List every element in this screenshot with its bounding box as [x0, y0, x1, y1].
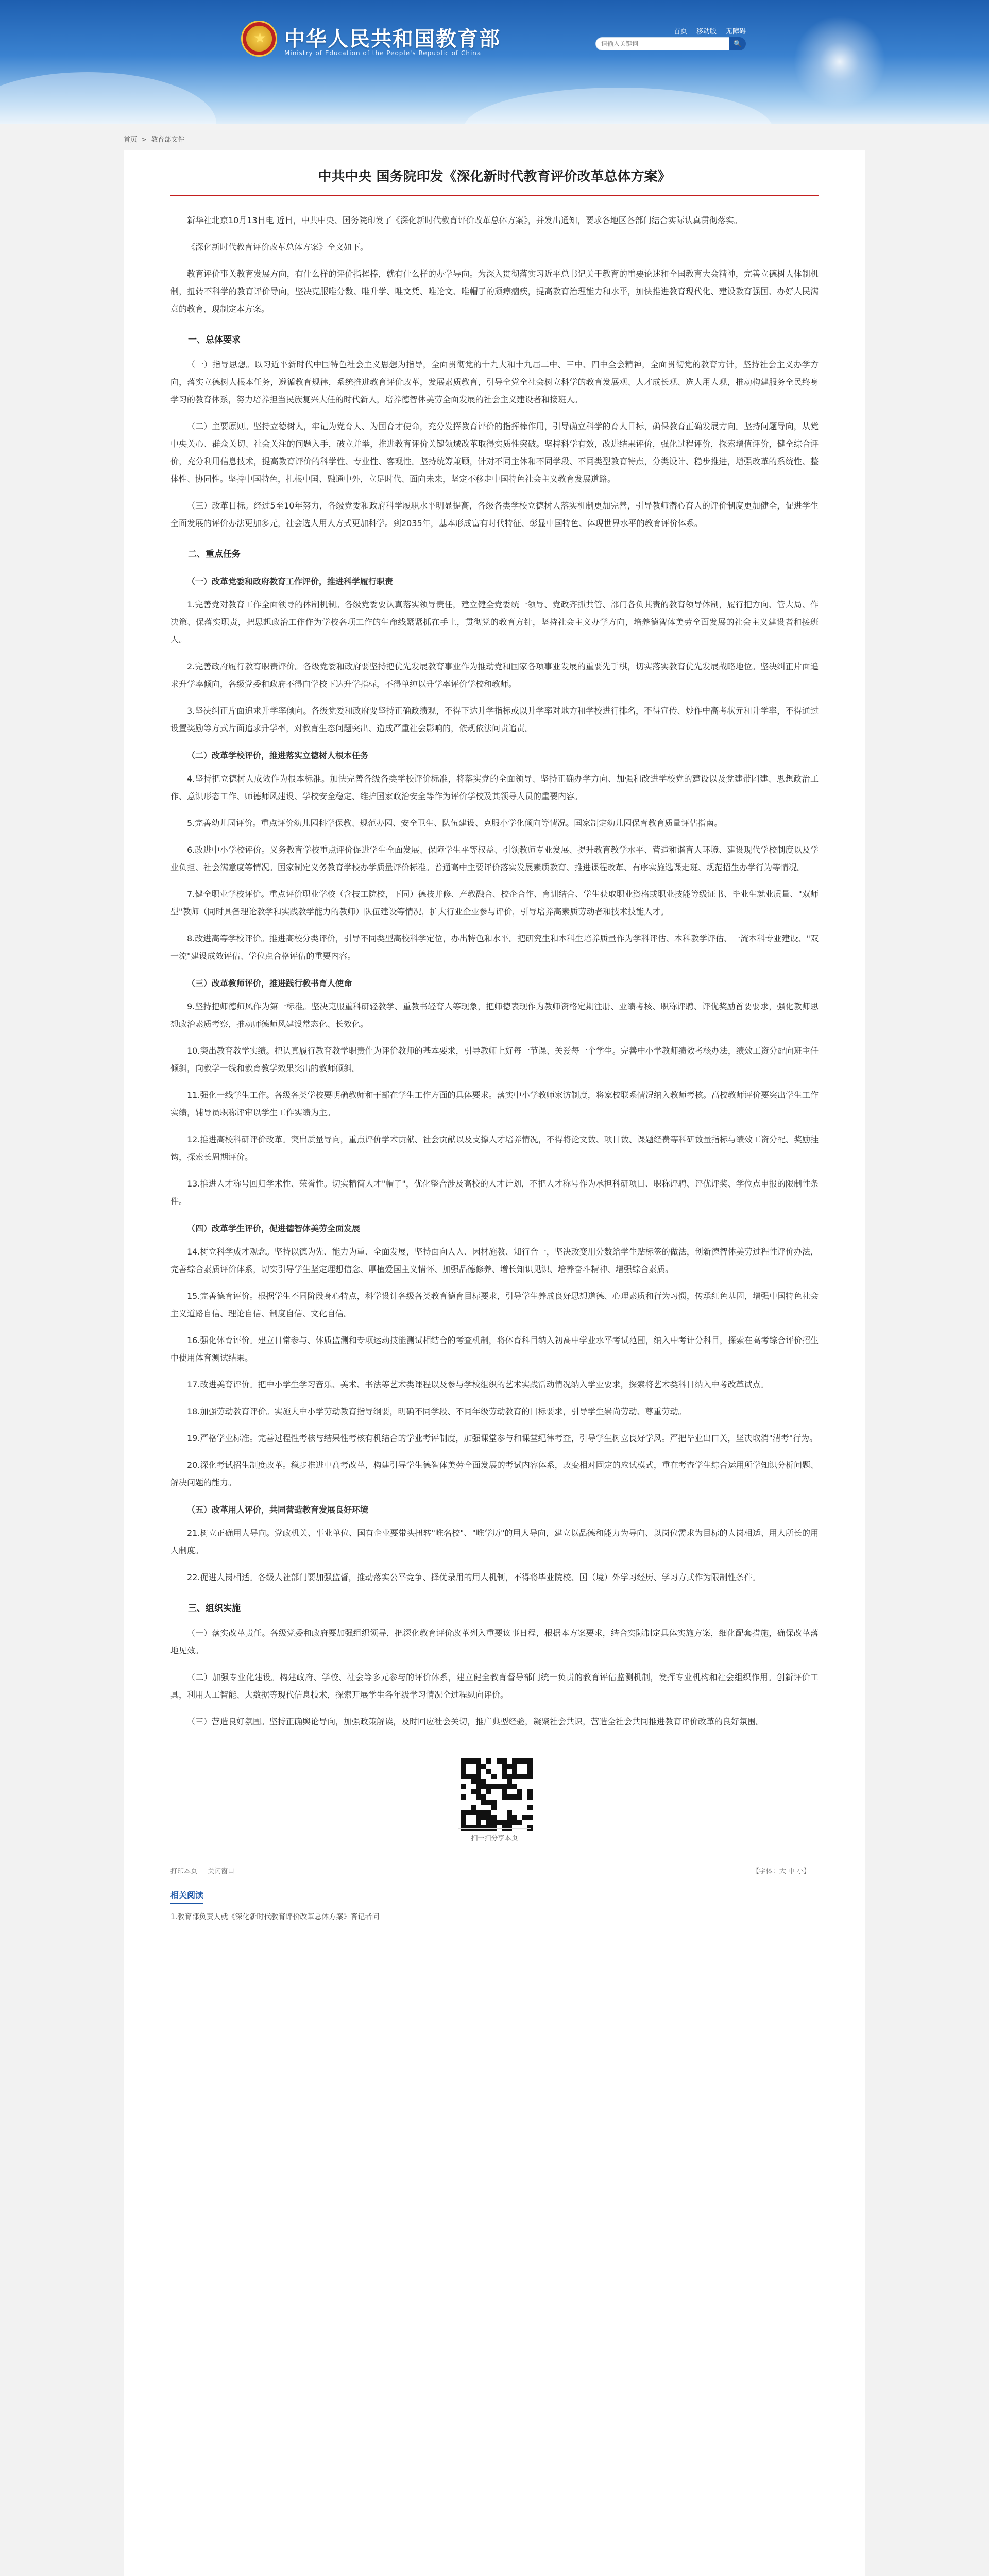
- article-paragraph: 22.促进人岗相适。各级人社部门要加强监督，推动落实公平竞争、择优录用的用人机制，不得将毕业院校、国（境）外学习经历、学习方式作为限制性条件。: [187, 1572, 761, 1582]
- cloud-decoration: [0, 72, 216, 124]
- qr-cell: [497, 1820, 502, 1825]
- qr-cell: [527, 1774, 533, 1779]
- qr-cell: [507, 1774, 512, 1779]
- qr-cell: [486, 1815, 491, 1820]
- qr-cell: [466, 1825, 471, 1831]
- article-paragraph: 5.完善幼儿园评价。重点评价幼儿园科学保教、规范办园、安全卫生、队伍建设、克服小学化倾向等情况。国家制定幼儿园保育教育质量评估指南。: [187, 818, 723, 828]
- article-paragraph: （二）主要原则。坚持立德树人，牢记为党育人、为国育才使命，充分发挥教育评价的指挥棒作用，引导确立科学的育人目标，确保教育正确发展方向。坚持问题导向，从党中央关心、群众关切、社会关注的问题入手，破立并举，推进教育评价关键领域改革取得实质性突破。坚持科学有效，改进结果评价，强化过程评价，探索增值评价，健全综合评价，充分利用信息技术，提高教育评价的科学性、专业性、客观性。坚持统筹兼顾，针对不同主体和不同学段、不同类型教育特点，分类设计、稳步推进，增强改革的系统性、整体性、协同性。坚持中国特色，扎根中国、融通中外，立足时代、面向未来，坚定不移走中国特色社会主义教育发展道路。: [170, 421, 819, 484]
- article-paragraph: 2.完善政府履行教育职责评价。各级党委和政府要坚持把优先发展教育事业作为推动党和国家各项事业发展的重要先手棋，切实落实教育优先发展战略地位。坚决纠正片面追求升学率倾向，各级党委和政府不得向学校下达升学指标，不得单纯以升学率评价学校和教师。: [170, 662, 819, 689]
- qr-cell: [491, 1815, 497, 1820]
- article-paragraph: 21.树立正确用人导向。党政机关、事业单位、国有企业要带头扭转"唯名校"、"唯学历"的用人导向，建立以品德和能力为导向、以岗位需求为目标的人岗相适、用人所长的用人制度。: [170, 1528, 819, 1555]
- top-link-accessibility[interactable]: 无障碍: [725, 28, 746, 36]
- dandelion-decoration: [793, 15, 886, 108]
- qr-cell: [481, 1789, 486, 1794]
- qr-cell: [476, 1774, 481, 1779]
- section-subheading: （二）改革学校评价，推进落实立德树人根本任务: [187, 751, 369, 760]
- article-paragraph: 17.改进美育评价。把中小学生学习音乐、美术、书法等艺术类课程以及参与学校组织的艺术实践活动情况纳入学业要求，探索将艺术类科目纳入中考改革试点。: [187, 1380, 769, 1389]
- article-paragraph: （三）营造良好氛围。坚持正确舆论导向，加强政策解读，及时回应社会关切，推广典型经验，凝聚社会共识，营造全社会共同推进教育评价改革的良好氛围。: [187, 1717, 764, 1726]
- article-tools: [170, 1858, 819, 1875]
- qr-cell: [481, 1825, 486, 1831]
- qr-cell: [527, 1825, 533, 1831]
- qr-cell: [527, 1810, 533, 1815]
- qr-cell: [471, 1794, 476, 1800]
- qr-cell: [461, 1758, 466, 1764]
- qr-cell: [522, 1825, 527, 1831]
- site-title[interactable]: 中华人民共和国教育部: [284, 27, 501, 51]
- qr-cell: [481, 1764, 486, 1769]
- qr-cell: [491, 1764, 497, 1769]
- qr-cell: [497, 1784, 502, 1789]
- qr-cell: [471, 1758, 476, 1764]
- qr-cell: [527, 1789, 533, 1794]
- qr-cell: [466, 1805, 471, 1810]
- qr-cell: [461, 1805, 466, 1810]
- article-paragraph: 9.坚持把师德师风作为第一标准。坚决克服重科研轻教学、重教书轻育人等现象，把师德表现作为教师资格定期注册、业绩考核、职称评聘、评优奖励首要要求，强化教师思想政治素质考察，推动师德师风建设常态化、长效化。: [170, 1002, 819, 1029]
- qr-cell: [517, 1789, 522, 1794]
- qr-cell: [486, 1779, 491, 1784]
- qr-cell: [466, 1789, 471, 1794]
- qr-cell: [486, 1764, 491, 1769]
- qr-cell: [471, 1764, 476, 1769]
- qr-cell: [502, 1815, 507, 1820]
- qr-cell: [491, 1825, 497, 1831]
- qr-cell: [466, 1820, 471, 1825]
- qr-cell: [502, 1789, 507, 1794]
- qr-cell: [507, 1769, 512, 1774]
- qr-cell: [507, 1758, 512, 1764]
- qr-cell: [466, 1800, 471, 1805]
- qr-cell: [486, 1774, 491, 1779]
- qr-cell: [522, 1805, 527, 1810]
- qr-cell: [481, 1810, 486, 1815]
- qr-cell: [517, 1764, 522, 1769]
- qr-cell: [527, 1815, 533, 1820]
- qr-cell: [491, 1769, 497, 1774]
- article-paragraph: 3.坚决纠正片面追求升学率倾向。各级党委和政府要坚持正确政绩观，不得下达升学指标或以升学率对地方和学校进行排名，不得宣传、炒作中高考状元和升学率，不得通过设置奖励等方式片面追求升学率，对教育生态问题突出、造成严重社会影响的，依规依法问责追责。: [170, 706, 819, 733]
- section-subheading: （五）改革用人评价，共同营造教育发展良好环境: [187, 1505, 369, 1515]
- qr-cell: [507, 1820, 512, 1825]
- qr-cell: [486, 1789, 491, 1794]
- qr-cell: [502, 1758, 507, 1764]
- qr-cell: [507, 1805, 512, 1810]
- qr-cell: [476, 1810, 481, 1815]
- qr-cell: [491, 1805, 497, 1810]
- qr-cell: [466, 1769, 471, 1774]
- qr-cell: [486, 1825, 491, 1831]
- qr-cell: [497, 1800, 502, 1805]
- qr-cell: [486, 1794, 491, 1800]
- qr-cell: [497, 1805, 502, 1810]
- qr-cell: [476, 1789, 481, 1794]
- qr-cell: [497, 1769, 502, 1774]
- qr-cell: [522, 1779, 527, 1784]
- qr-cell: [502, 1794, 507, 1800]
- article-paragraph: （一）落实改革责任。各级党委和政府要加强组织领导，把深化教育评价改革列入重要议事日程，根据本方案要求，结合实际制定具体实施方案，细化配套措施，确保改革落地见效。: [170, 1628, 819, 1655]
- qr-cell: [476, 1764, 481, 1769]
- qr-cell: [502, 1764, 507, 1769]
- qr-cell: [512, 1779, 517, 1784]
- qr-cell: [517, 1784, 522, 1789]
- article-paragraph: 13.推进人才称号回归学术性、荣誉性。切实精简人才"帽子"，优化整合涉及高校的人才计划，不把人才称号作为承担科研项目、职称评聘、评优评奖、学位点申报的限制性条件。: [170, 1179, 819, 1206]
- qr-cell: [486, 1758, 491, 1764]
- article-paragraph: 15.完善德育评价。根据学生不同阶段身心特点，科学设计各级各类教育德育目标要求，引导学生养成良好思想道德、心理素质和行为习惯，传承红色基因，增强中国特色社会主义道路自信、理论自信、制度自信、文化自信。: [170, 1291, 819, 1318]
- section-subheading: （一）改革党委和政府教育工作评价，推进科学履行职责: [187, 577, 394, 586]
- qr-cell: [461, 1764, 466, 1769]
- qr-cell: [512, 1764, 517, 1769]
- qr-cell: [461, 1794, 466, 1800]
- qr-cell: [486, 1800, 491, 1805]
- qr-cell: [502, 1825, 507, 1831]
- article-paragraph: 14.树立科学成才观念。坚持以德为先、能力为重、全面发展，坚持面向人人、因材施教、知行合一，坚决改变用分数给学生贴标签的做法，创新德智体美劳过程性评价办法，完善综合素质评价体系，切实引导学生坚定理想信念、厚植爱国主义情怀、加强品德修养、增长知识见识、培养奋斗精神、增强综合素质。: [170, 1247, 819, 1274]
- qr-cell: [466, 1794, 471, 1800]
- related-title: 相关阅读: [170, 1889, 203, 1904]
- title-divider: [170, 195, 819, 196]
- qr-cell: [461, 1769, 466, 1774]
- qr-code: [458, 1756, 531, 1828]
- qr-cell: [507, 1784, 512, 1789]
- qr-cell: [486, 1805, 491, 1810]
- article-paragraph: 10.突出教育教学实绩。把认真履行教育教学职责作为评价教师的基本要求，引导教师上好每一节课、关爱每一个学生。完善中小学教师绩效考核办法，绩效工资分配向班主任倾斜，向教学一线和教育教学效果突出的教师倾斜。: [170, 1046, 819, 1073]
- section-heading: 三、组织实施: [188, 1603, 241, 1614]
- qr-cell: [471, 1769, 476, 1774]
- qr-cell: [517, 1779, 522, 1784]
- qr-cell: [491, 1794, 497, 1800]
- section-heading: 二、重点任务: [188, 549, 241, 560]
- qr-cell: [466, 1774, 471, 1779]
- article-paragraph: （三）改革目标。经过5至10年努力，各级党委和政府科学履职水平明显提高，各级各类学校立德树人落实机制更加完善，引导教师潜心育人的评价制度更加健全，促进学生全面发展的评价办法更加多元，社会选人用人方式更加科学。到2035年，基本形成富有时代特征、彰显中国特色、体现世界水平的教育评价体系。: [170, 501, 819, 528]
- qr-cell: [522, 1794, 527, 1800]
- qr-cell: [486, 1820, 491, 1825]
- qr-cell: [507, 1810, 512, 1815]
- qr-cell: [481, 1779, 486, 1784]
- article-paragraph: 新华社北京10月13日电 近日，中共中央、国务院印发了《深化新时代教育评价改革总体方案》，并发出通知，要求各地区各部门结合实际认真贯彻落实。: [187, 215, 742, 225]
- qr-cell: [461, 1774, 466, 1779]
- site-header: [0, 0, 989, 124]
- close-window-button[interactable]: 关闭窗口: [208, 1868, 235, 1875]
- qr-cell: [517, 1774, 522, 1779]
- qr-cell: [466, 1784, 471, 1789]
- national-emblem-icon[interactable]: [241, 21, 277, 57]
- breadcrumb: [124, 124, 865, 150]
- qr-cell: [512, 1794, 517, 1800]
- article-paragraph: 7.健全职业学校评价。重点评价职业学校（含技工院校，下同）德技并修、产教融合、校企合作、育训结合、学生获取职业资格或职业技能等级证书、毕业生就业质量、"双师型"教师（同时具备理论教学和实践教学能力的教师）队伍建设等情况，扩大行业企业参与评价，引导培养高素质劳动者和技术技能人才。: [170, 889, 819, 917]
- qr-cell: [497, 1810, 502, 1815]
- qr-cell: [491, 1789, 497, 1794]
- qr-cell: [476, 1769, 481, 1774]
- qr-cell: [512, 1820, 517, 1825]
- qr-cell: [517, 1794, 522, 1800]
- qr-cell: [491, 1774, 497, 1779]
- article-paragraph: 《深化新时代教育评价改革总体方案》全文如下。: [187, 242, 369, 252]
- qr-cell: [502, 1805, 507, 1810]
- qr-cell: [466, 1810, 471, 1815]
- qr-cell: [461, 1810, 466, 1815]
- qr-cell: [527, 1820, 533, 1825]
- qr-cell: [466, 1815, 471, 1820]
- qr-cell: [512, 1789, 517, 1794]
- top-link-mobile[interactable]: 移动版: [696, 28, 717, 36]
- qr-cell: [481, 1800, 486, 1805]
- qr-cell: [527, 1779, 533, 1784]
- related-reading: [170, 1889, 819, 1924]
- qr-cell: [481, 1820, 486, 1825]
- article-paragraph: 教育评价事关教育发展方向，有什么样的评价指挥棒，就有什么样的办学导向。为深入贯彻落实习近平总书记关于教育的重要论述和全国教育大会精神，完善立德树人体制机制，扭转不科学的教育评价导向，坚决克服唯分数、唯升学、唯文凭、唯论文、唯帽子的顽瘴痼疾，提高教育治理能力和水平，加快推进教育现代化、建设教育强国、办好人民满意的教育，现制定本方案。: [170, 269, 819, 314]
- qr-cell: [502, 1774, 507, 1779]
- qr-cell: [471, 1800, 476, 1805]
- qr-caption: 扫一扫分享本页: [471, 1835, 518, 1842]
- qr-cell: [507, 1815, 512, 1820]
- qr-cell: [481, 1815, 486, 1820]
- search-box: [595, 37, 746, 50]
- qr-cell: [522, 1758, 527, 1764]
- breadcrumb-home[interactable]: 首页: [124, 136, 138, 144]
- qr-cell: [522, 1764, 527, 1769]
- article-paragraph: 8.改进高等学校评价。推进高校分类评价，引导不同类型高校科学定位，办出特色和水平。把研究生和本科生培养质量作为学科评估、本科教学评估、一流本科专业建设、"双一流"建设成效评估、学位点合格评估的重要内容。: [170, 934, 819, 961]
- qr-cell: [491, 1779, 497, 1784]
- qr-cell: [466, 1764, 471, 1769]
- qr-cell: [497, 1774, 502, 1779]
- qr-cell: [461, 1784, 466, 1789]
- qr-cell: [486, 1784, 491, 1789]
- qr-cell: [522, 1810, 527, 1815]
- qr-cell: [461, 1825, 466, 1831]
- qr-cell: [481, 1774, 486, 1779]
- section-subheading: （四）改革学生评价，促进德智体美劳全面发展: [187, 1224, 361, 1233]
- article-paragraph: 18.加强劳动教育评价。实施大中小学劳动教育指导纲要，明确不同学段、不同年级劳动教育的目标要求，引导学生崇尚劳动、尊重劳动。: [187, 1406, 687, 1416]
- qr-cell: [476, 1805, 481, 1810]
- qr-cell: [476, 1825, 481, 1831]
- qr-cell: [512, 1784, 517, 1789]
- qr-cell: [466, 1779, 471, 1784]
- qr-cell: [512, 1758, 517, 1764]
- qr-cell: [517, 1820, 522, 1825]
- top-links: [674, 26, 746, 36]
- article-paragraph: 16.强化体育评价。建立日常参与、体质监测和专项运动技能测试相结合的考查机制，将体育科目纳入初高中学业水平考试范围，纳入中考计分科目，探索在高考综合评价招生中使用体育测试结果。: [170, 1335, 819, 1363]
- qr-cell: [471, 1774, 476, 1779]
- related-item[interactable]: 1.教育部负责人就《深化新时代教育评价改革总体方案》答记者问: [170, 1913, 380, 1921]
- qr-cell: [481, 1758, 486, 1764]
- section-heading: 一、总体要求: [188, 335, 241, 345]
- qr-cell: [527, 1800, 533, 1805]
- qr-cell: [481, 1784, 486, 1789]
- qr-cell: [481, 1769, 486, 1774]
- qr-cell: [522, 1784, 527, 1789]
- qr-cell: [466, 1758, 471, 1764]
- qr-cell: [461, 1789, 466, 1794]
- qr-cell: [497, 1815, 502, 1820]
- qr-cell: [476, 1779, 481, 1784]
- article-paragraph: （一）指导思想。以习近平新时代中国特色社会主义思想为指导，全面贯彻党的十九大和十九届二中、三中、四中全会精神，全面贯彻党的教育方针，坚持社会主义办学方向，落实立德树人根本任务，遵循教育规律，系统推进教育评价改革，发展素质教育，引导全党全社会树立科学的教育发展观、人才成长观、选人用人观，推动构建服务全民终身学习的教育体系，努力培养担当民族复兴大任的时代新人，培养德智体美劳全面发展的社会主义建设者和接班人。: [170, 360, 819, 404]
- qr-cell: [481, 1805, 486, 1810]
- qr-cell: [497, 1779, 502, 1784]
- qr-cell: [497, 1825, 502, 1831]
- qr-cell: [497, 1789, 502, 1794]
- qr-cell: [471, 1779, 476, 1784]
- qr-cell: [507, 1825, 512, 1831]
- article-body: [170, 212, 819, 1731]
- article-title: 中共中央 国务院印发《深化新时代教育评价改革总体方案》: [318, 169, 671, 184]
- qr-cell: [497, 1758, 502, 1764]
- section-subheading: （三）改革教师评价，推进践行教书育人使命: [187, 978, 352, 988]
- breadcrumb-section[interactable]: 教育部文件: [151, 136, 185, 144]
- qr-cell: [471, 1789, 476, 1794]
- qr-cell: [461, 1815, 466, 1820]
- qr-cell: [471, 1825, 476, 1831]
- qr-cell: [527, 1764, 533, 1769]
- qr-cell: [522, 1815, 527, 1820]
- site-subtitle: Ministry of Education of the People's Republic of China: [284, 49, 482, 57]
- qr-cell: [507, 1764, 512, 1769]
- qr-cell: [517, 1810, 522, 1815]
- qr-cell: [461, 1800, 466, 1805]
- qr-cell: [512, 1805, 517, 1810]
- qr-cell: [517, 1800, 522, 1805]
- qr-cell: [476, 1794, 481, 1800]
- qr-cell: [517, 1815, 522, 1820]
- qr-cell: [517, 1758, 522, 1764]
- qr-cell: [476, 1784, 481, 1789]
- qr-cell: [476, 1820, 481, 1825]
- qr-cell: [512, 1769, 517, 1774]
- qr-cell: [471, 1805, 476, 1810]
- qr-cell: [471, 1815, 476, 1820]
- qr-cell: [491, 1784, 497, 1789]
- article-paragraph: 20.深化考试招生制度改革。稳步推进中高考改革，构建引导学生德智体美劳全面发展的考试内容体系，改变相对固定的应试模式，重在考查学生综合运用所学知识分析问题、解决问题的能力。: [170, 1460, 819, 1487]
- cloud-decoration: [464, 88, 773, 124]
- qr-cell: [476, 1815, 481, 1820]
- qr-cell: [491, 1800, 497, 1805]
- qr-cell: [527, 1758, 533, 1764]
- qr-cell: [527, 1784, 533, 1789]
- qr-cell: [491, 1820, 497, 1825]
- search-button[interactable]: 🔍: [729, 37, 746, 50]
- qr-cell: [497, 1764, 502, 1769]
- qr-cell: [522, 1820, 527, 1825]
- article-paragraph: 12.推进高校科研评价改革。突出质量导向，重点评价学术贡献、社会贡献以及支撑人才培养情况，不得将论文数、项目数、课题经费等科研数量指标与绩效工资分配、奖励挂钩，探索长周期评价。: [170, 1134, 819, 1162]
- qr-cell: [522, 1774, 527, 1779]
- article-paragraph: 1.完善党对教育工作全面领导的体制机制。各级党委要认真落实领导责任，建立健全党委统一领导、党政齐抓共管、部门各负其责的教育领导体制，履行把方向、管大局、作决策、保落实职责，把思想政治工作作为学校各项工作的生命线紧紧抓在手上，贯彻党的教育方针，坚持社会主义办学方向，培养德智体美劳全面发展的社会主义建设者和接班人。: [170, 600, 819, 645]
- qr-cell: [512, 1774, 517, 1779]
- qr-cell: [517, 1825, 522, 1831]
- breadcrumb-separator: >: [141, 136, 147, 144]
- qr-cell: [481, 1794, 486, 1800]
- qr-cell: [461, 1779, 466, 1784]
- qr-cell: [512, 1815, 517, 1820]
- qr-cell: [471, 1810, 476, 1815]
- qr-cell: [512, 1810, 517, 1815]
- qr-cell: [471, 1784, 476, 1789]
- qr-cell: [522, 1769, 527, 1774]
- article-paragraph: 11.强化一线学生工作。各级各类学校要明确教师和干部在学生工作方面的具体要求。落实中小学教师家访制度，将家校联系情况纳入教师考核。高校教师评价要突出学生工作实绩，辅导员职称评审以学生工作实绩为主。: [170, 1090, 819, 1117]
- qr-cell: [522, 1789, 527, 1794]
- qr-cell: [522, 1800, 527, 1805]
- search-input[interactable]: [595, 37, 729, 50]
- qr-cell: [517, 1805, 522, 1810]
- qr-cell: [512, 1800, 517, 1805]
- qr-cell: [527, 1769, 533, 1774]
- article-paragraph: 6.改进中小学校评价。义务教育学校重点评价促进学生全面发展、保障学生平等权益、引领教师专业发展、提升教育教学水平、营造和谐育人环境、建设现代学校制度以及学业负担、社会满意度等情况。国家制定义务教育学校办学质量评价标准。普通高中主要评价落实发展素质教育、推进课程改革、有序实施选课走班、规范招生办学行为等情况。: [170, 845, 819, 872]
- qr-cell: [507, 1800, 512, 1805]
- qr-cell: [507, 1794, 512, 1800]
- article-paragraph: 4.坚持把立德树人成效作为根本标准。加快完善各级各类学校评价标准，将落实党的全面领导、坚持正确办学方向、加强和改进学校党的建设以及党建带团建、思想政治工作、意识形态工作、师德师风建设、学校安全稳定、维护国家政治安全等作为评价学校及其领导人员的重要内容。: [170, 774, 819, 801]
- font-size-control[interactable]: 【字体：大 中 小】: [752, 1868, 810, 1875]
- qr-cell: [491, 1758, 497, 1764]
- top-link-home[interactable]: 首页: [673, 28, 687, 36]
- qr-cell: [502, 1784, 507, 1789]
- qr-cell: [476, 1800, 481, 1805]
- qr-cell: [502, 1820, 507, 1825]
- article-container: [124, 150, 865, 2576]
- article-paragraph: 19.严格学业标准。完善过程性考核与结果性考核有机结合的学业考评制度，加强课堂参与和课堂纪律考查，引导学生树立良好学风。严把毕业出口关，坚决取消"清考"行为。: [187, 1433, 818, 1443]
- qr-cell: [471, 1820, 476, 1825]
- qr-cell: [476, 1758, 481, 1764]
- qr-cell: [497, 1794, 502, 1800]
- qr-cell: [527, 1794, 533, 1800]
- qr-cell: [486, 1769, 491, 1774]
- qr-cell: [491, 1810, 497, 1815]
- qr-cell: [502, 1800, 507, 1805]
- print-button[interactable]: 打印本页: [170, 1868, 198, 1875]
- qr-cell: [461, 1820, 466, 1825]
- qr-cell: [507, 1789, 512, 1794]
- qr-cell: [502, 1810, 507, 1815]
- qr-cell: [507, 1779, 512, 1784]
- qr-cell: [527, 1805, 533, 1810]
- qr-cell: [512, 1825, 517, 1831]
- qr-cell: [502, 1769, 507, 1774]
- qr-cell: [517, 1769, 522, 1774]
- article-paragraph: （二）加强专业化建设。构建政府、学校、社会等多元参与的评价体系，建立健全教育督导部门统一负责的教育评估监测机制，发挥专业机构和社会组织作用。创新评价工具，利用人工智能、大数据等现代信息技术，探索开展学生各年级学习情况全过程纵向评价。: [170, 1672, 819, 1700]
- qr-cell: [502, 1779, 507, 1784]
- qr-cell: [486, 1810, 491, 1815]
